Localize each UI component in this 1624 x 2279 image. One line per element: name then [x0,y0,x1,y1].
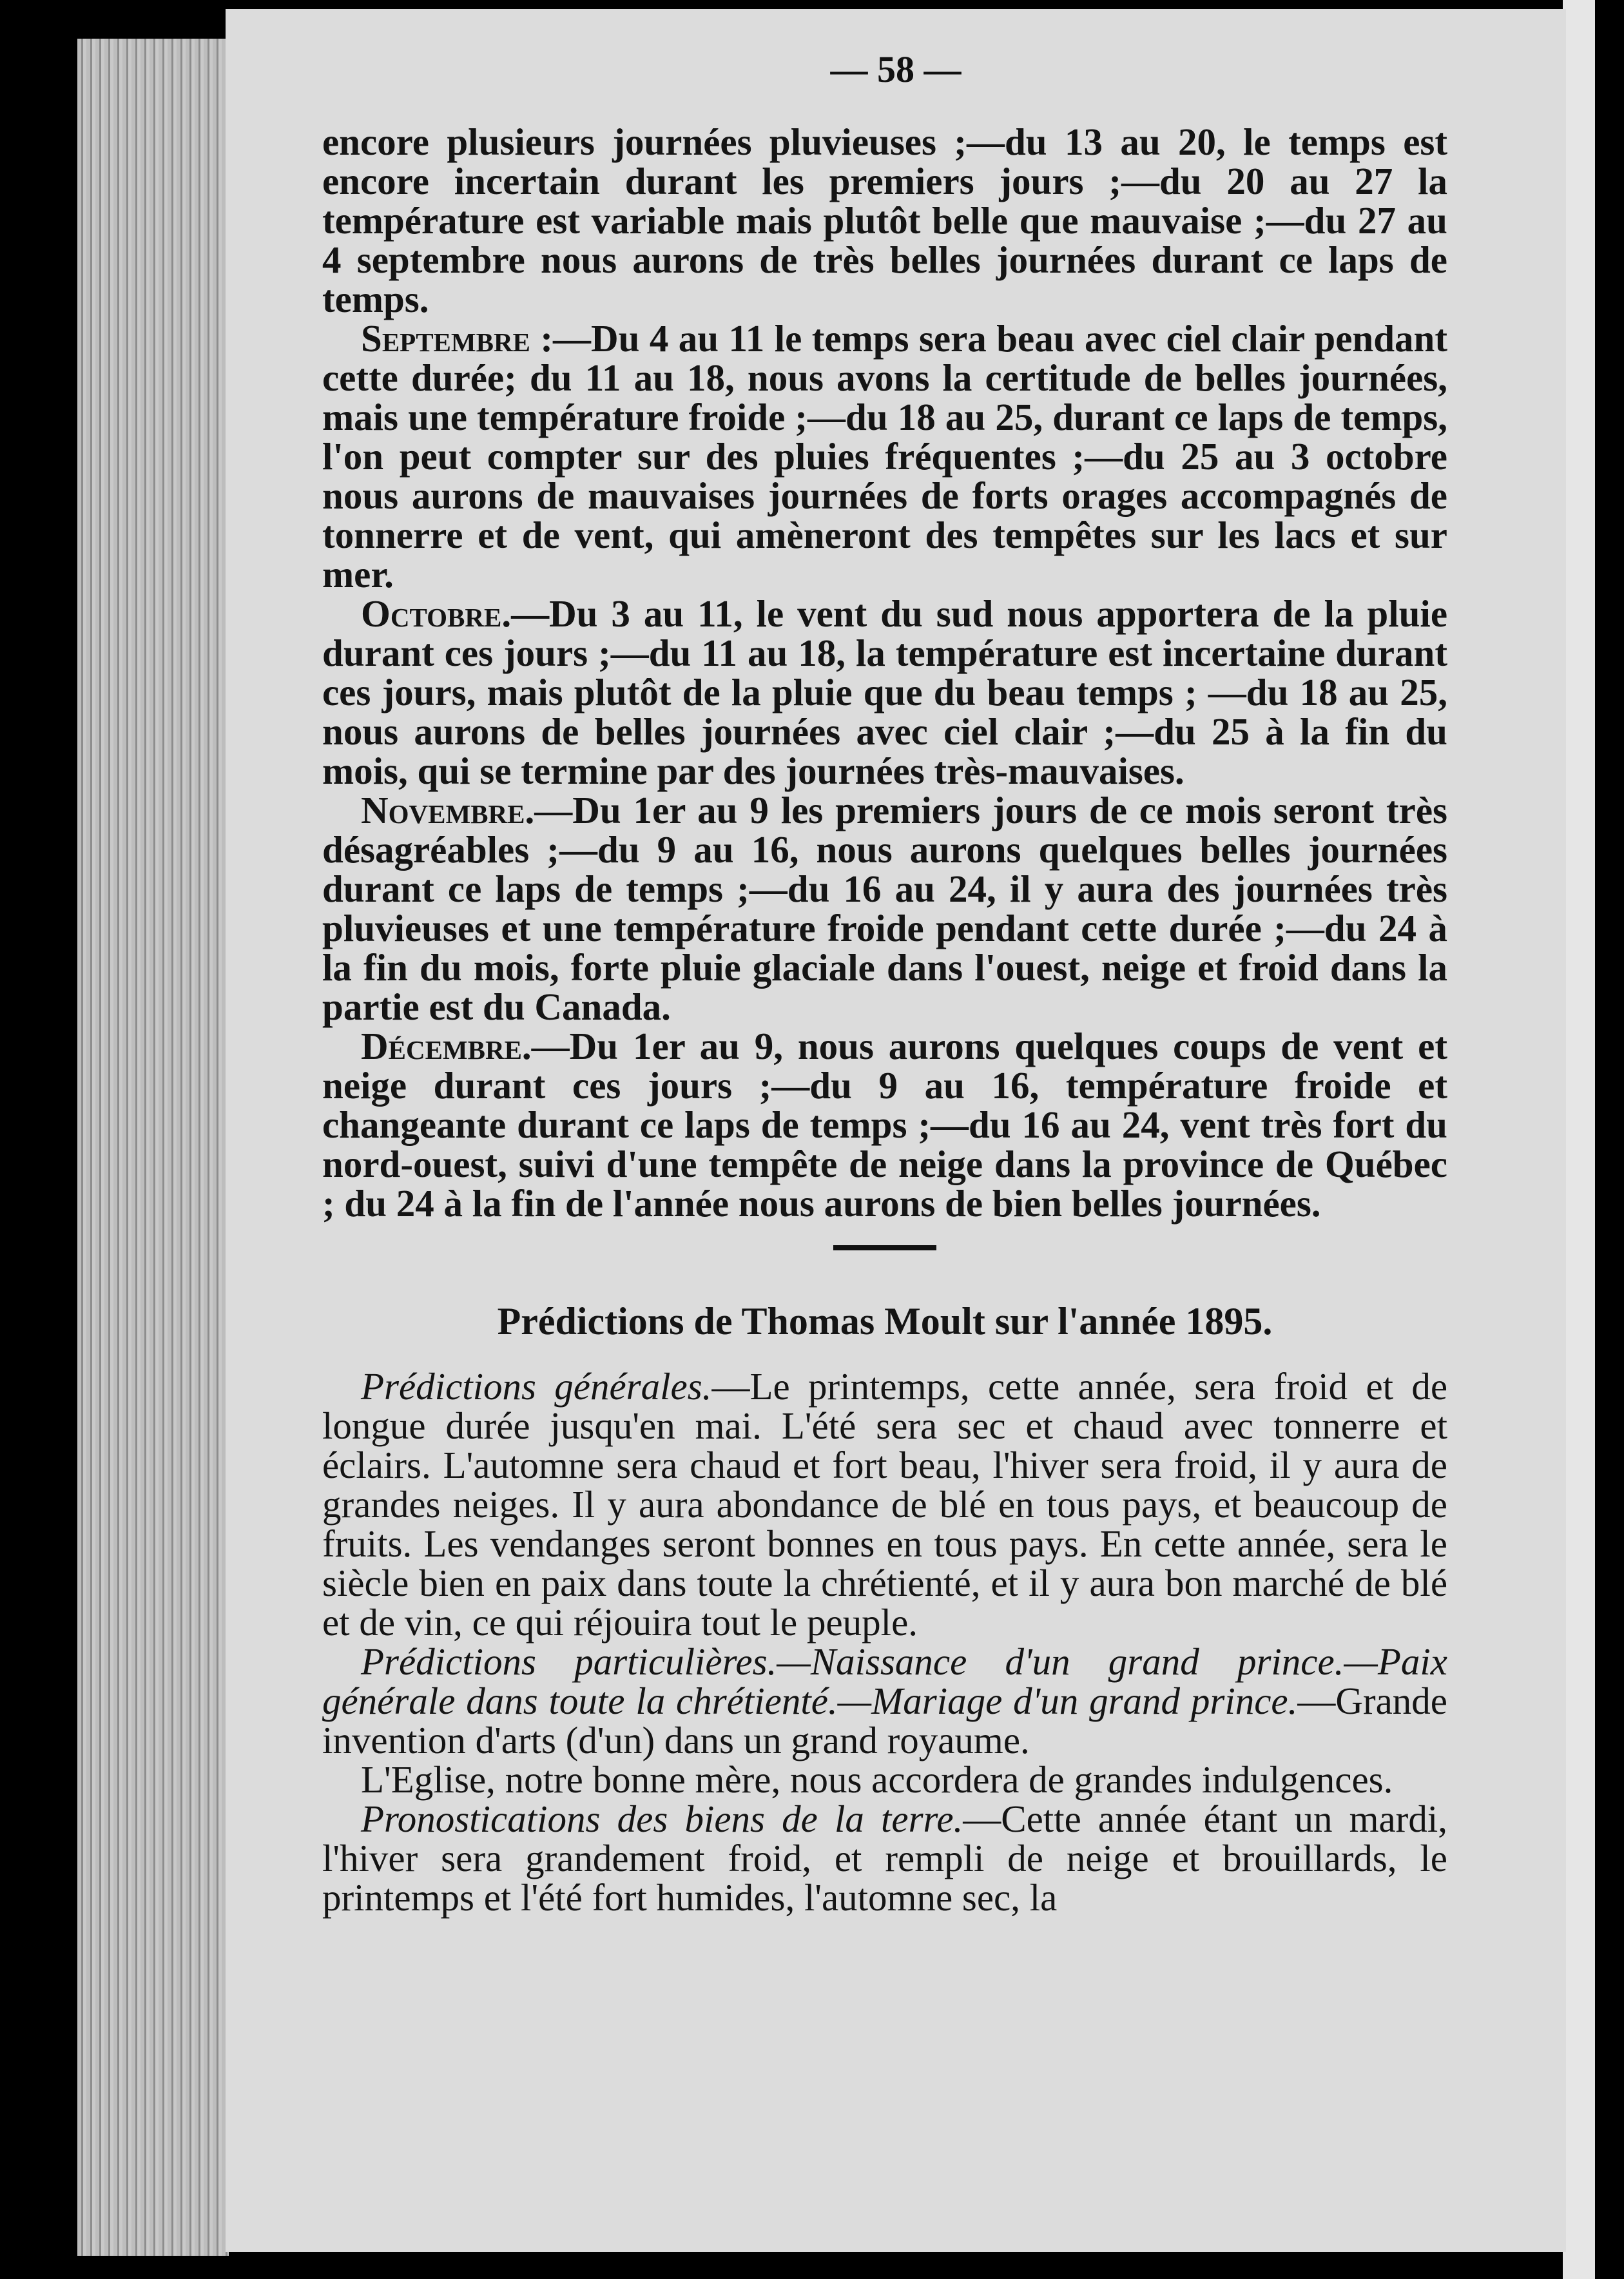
label-predictions-generales: Prédictions générales. [361,1365,712,1408]
month-label-septembre: Septembre [361,317,530,360]
book-page [226,9,1566,2252]
predictions-particulieres-italic: Prédictions particulières.—Naissance d'un grand prince.—Paix générale dans toute la chrétienté.—Mariage d'un grand prince. [322,1640,1447,1722]
paragraph-septembre [322,319,1447,594]
generales-text: —Le printemps, cette année, sera froid et de longue durée jusqu'en mai. L'été sera sec et chaud avec tonnerre et éclairs. L'automne sera chaud et fort beau, l'hiver sera froid, il y aura de grandes neiges. Il y aura abondance de blé en tous pays, et beaucoup de fruits. Les vendanges seront bonnes en tous pays. En cette année, sera le siècle bien en paix dans toute la chrétienté, et il y aura bon marché de blé et de vin, ce qui réjouira tout le peuple. [322,1365,1447,1644]
section-divider [833,1245,936,1250]
particulieres-tail: —Grande invention d'arts (d'un) dans un grand royaume. [322,1680,1447,1761]
paragraph-particulieres [322,1642,1447,1760]
paragraph-octobre [322,594,1447,791]
paragraph-pronostications [322,1799,1447,1917]
pronostications-text: —Cette année étant un mardi, l'hiver sera grandement froid, et rempli de neige et brouillards, le printemps et l'été fort humides, l'automne sec, la [322,1798,1447,1919]
label-pronostications: Pronostications des biens de la terre. [361,1798,963,1840]
section-heading: Prédictions de Thomas Moult sur l'année 1895. [497,1300,1273,1343]
decembre-text: .—Du 1er au 9, nous aurons quelques coups de vent et neige durant ces jours ;—du 9 au 16, température froide et changeante durant ce laps de temps ;—du 16 au 24, vent très fort du nord-ouest, suivi d'une tempête de neige dans la province de Québec ; du 24 à la fin de l'année nous aurons de bien belles journées. [322,1025,1447,1225]
weather-forecast-section [322,122,1447,1223]
month-label-decembre: Décembre [361,1025,522,1067]
book-page-edges [77,39,229,2256]
paragraph-decembre [322,1027,1447,1223]
right-page-strip [1563,0,1595,2279]
predictions-section [322,1367,1447,1917]
page-body [322,122,1447,1917]
paragraph-august-end: encore plusieurs journées pluvieuses ;—du 13 au 20, le temps est encore incertain durant les premiers jours ;—du 20 au 27 la température est variable mais plutôt belle que mauvaise ;—du 27 au 4 septembre nous aurons de très belles journées durant ce laps de temps. [322,121,1447,320]
septembre-text: :—Du 4 au 11 le temps sera beau avec ciel clair pendant cette durée; du 11 au 18, nous avons la certitude de belles journées, mais une température froide ;—du 18 au 25, durant ce laps de temps, l'on peut compter sur des pluies fréquentes ;—du 25 au 3 octobre nous aurons de mauvaises journées de forts orages accompagnés de tonnerre et de vent, qui amèneront des tempêtes sur les lacs et sur mer. [322,317,1447,596]
paragraph-novembre [322,791,1447,1027]
octobre-text: .—Du 3 au 11, le vent du sud nous apportera de la pluie durant ces jours ;—du 11 au 18, la température est incertaine durant ces jours, mais plutôt de la pluie que du beau temps ; —du 18 au 25, nous aurons de belles journées avec ciel clair ;—du 25 à la fin du mois, qui se termine par des journées très-mauvaises. [322,592,1447,792]
novembre-text: .—Du 1er au 9 les premiers jours de ce mois seront très désagréables ;—du 9 au 16, nous aurons quelques belles journées durant ce laps de temps ;—du 16 au 24, il y aura des journées très pluvieuses et une température froide pendant cette durée ;—du 24 à la fin du mois, forte pluie glaciale dans l'ouest, neige et froid dans la partie est du Canada. [322,789,1447,1028]
month-label-octobre: Octobre [361,592,502,635]
paragraph-generales [322,1367,1447,1642]
month-label-novembre: Novembre [361,789,525,831]
paragraph-eglise: L'Eglise, notre bonne mère, nous accordera de grandes indulgences. [361,1758,1393,1801]
page-number: — 58 — [830,48,962,90]
